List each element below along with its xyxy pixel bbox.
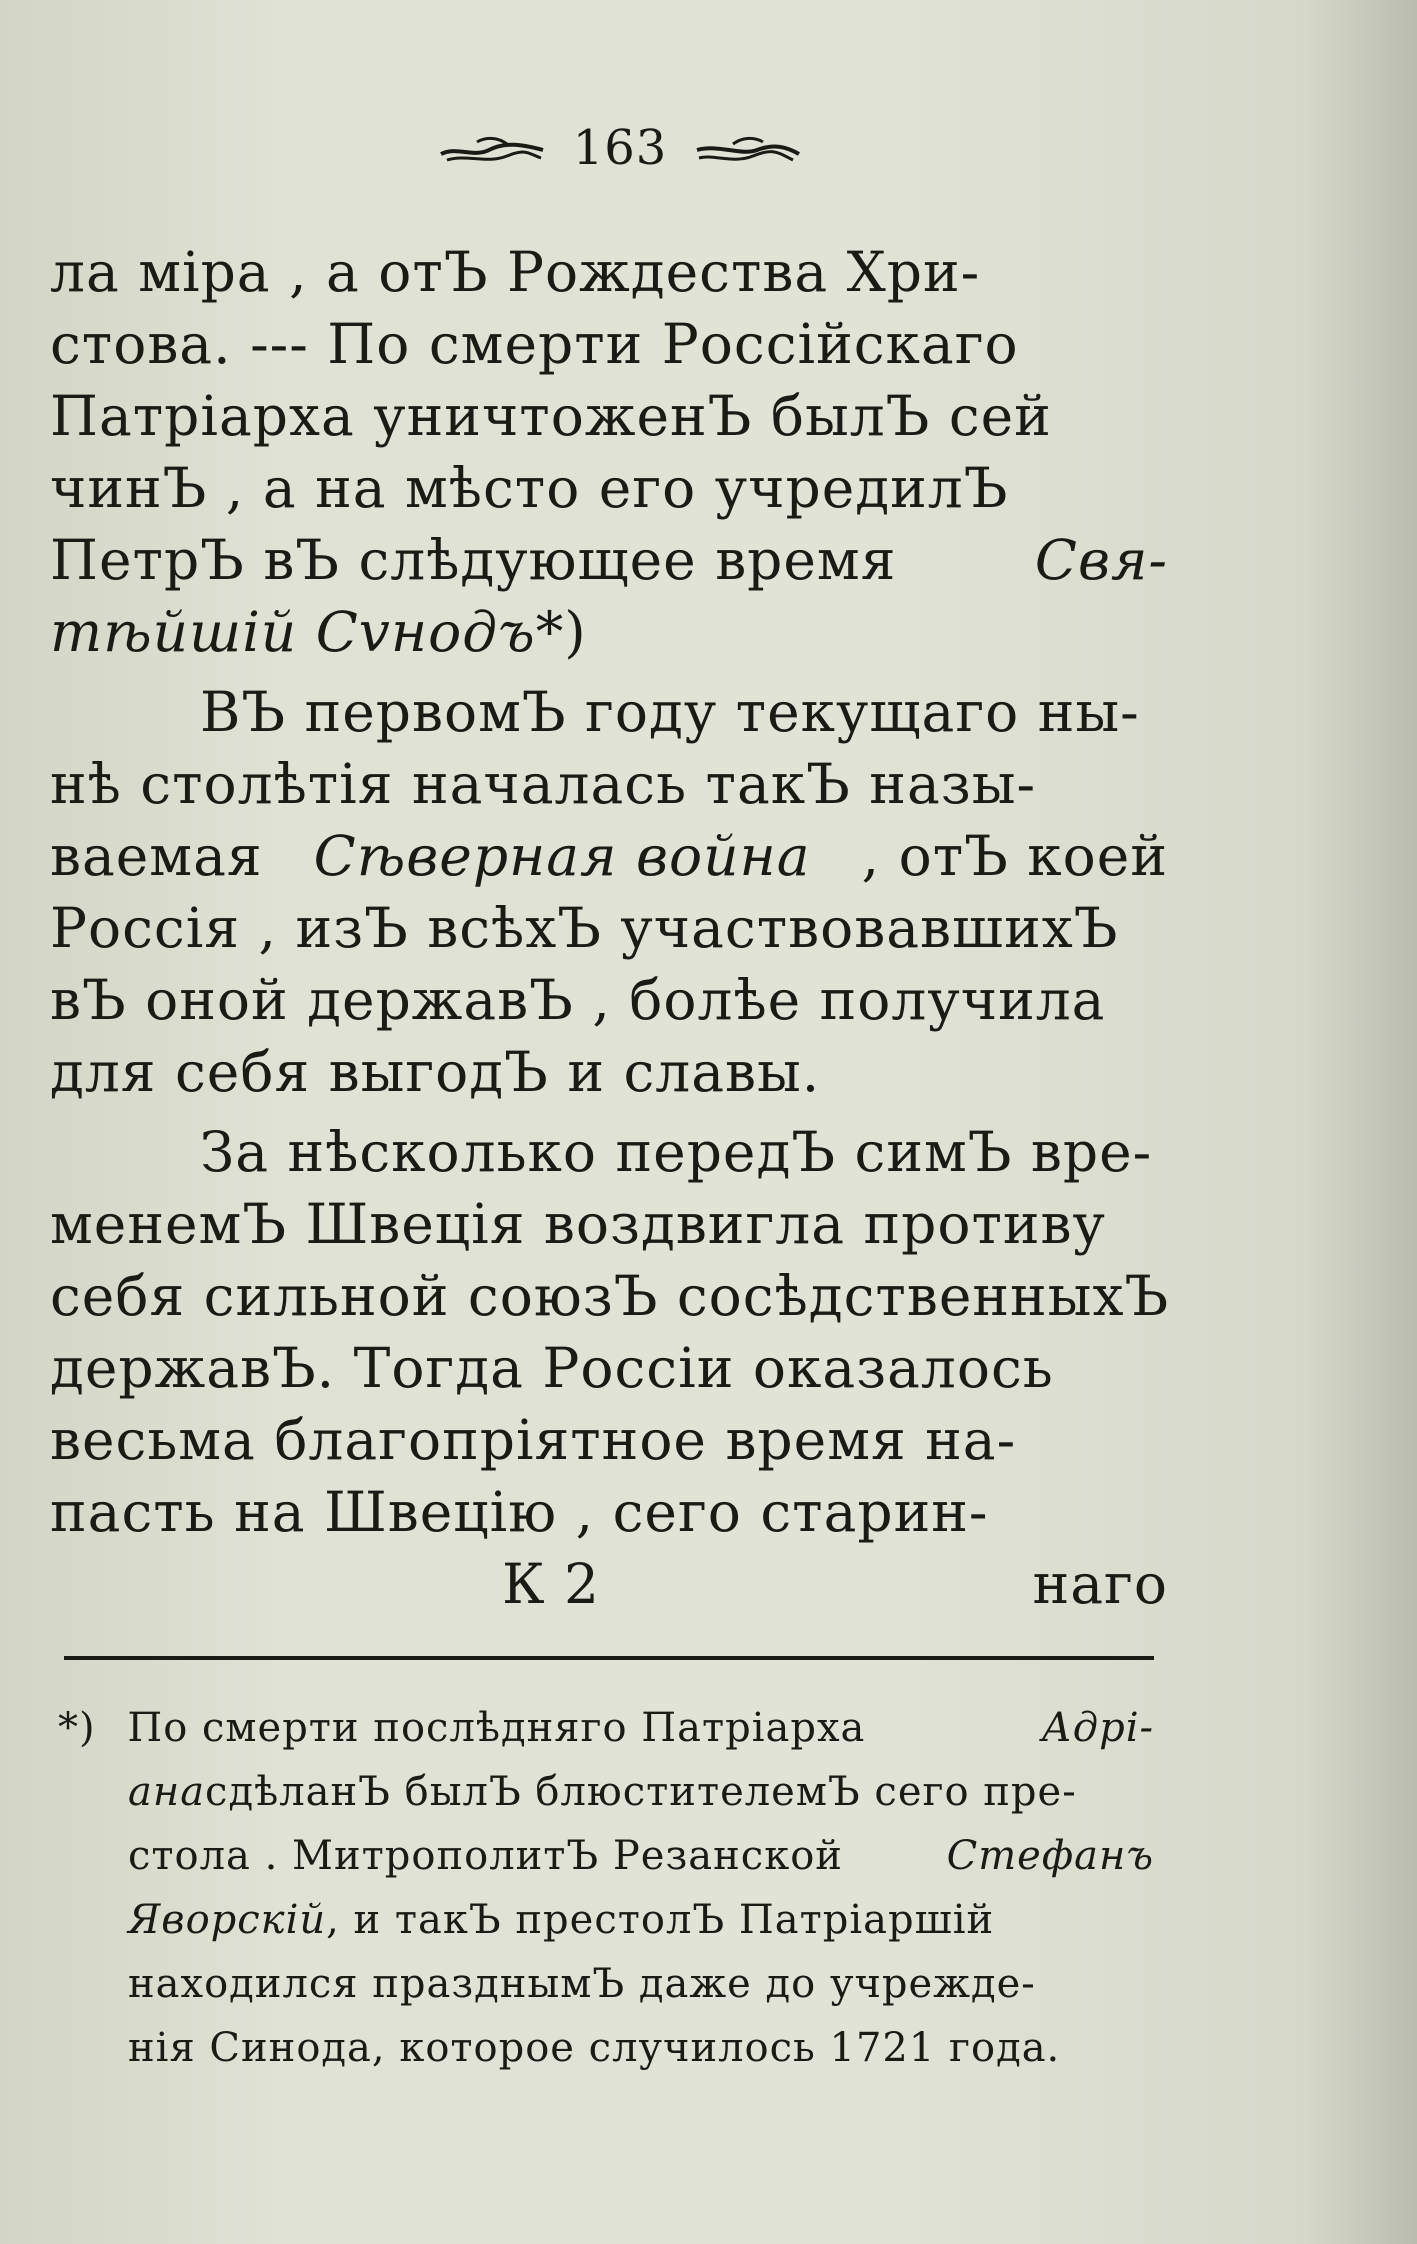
text-line: для себя выгодЪ и славы. — [50, 1040, 821, 1104]
text-span: ПетрЪ вЪ слѣдующее время — [50, 528, 897, 592]
text-line: ла міра , а отЪ Рождества Хри- — [50, 240, 981, 304]
text-line: вЪ оной державЪ , болѣе получила — [50, 968, 1106, 1032]
text-line: За нѣсколько передЪ симЪ вре- — [200, 1120, 1153, 1184]
footnote-line — [58, 1760, 1154, 1824]
right-ornament-icon — [693, 128, 803, 168]
footnote-line — [58, 1696, 1154, 1760]
footnote-marker: *) — [58, 1705, 96, 1751]
page-number: 163 — [572, 120, 668, 176]
text-line — [50, 524, 1168, 596]
italic-span: Стефанъ — [946, 1833, 1154, 1879]
footnote — [58, 1696, 1154, 2080]
text-span: По смерти послѣдняго Патріарха — [127, 1705, 866, 1751]
footnote-line: нія Синода, которое случилось 1721 года. — [128, 2025, 1061, 2071]
text-line: пасть на Швецію , сего старин- — [50, 1480, 989, 1544]
text-span: , и такЪ престолЪ Патріаршій — [326, 1897, 995, 1943]
italic-span: Адрі- — [1041, 1705, 1154, 1751]
text-span: сдѣланЪ былЪ блюстителемЪ сего пре- — [205, 1769, 1077, 1815]
footnote-reference: *) — [535, 600, 587, 664]
footnote-line — [58, 1824, 1154, 1888]
italic-span: Яворскій — [128, 1897, 327, 1943]
text-line — [50, 596, 1168, 668]
text-line: нѣ столѣтія началась такЪ назы- — [50, 752, 1037, 816]
italic-span: ана — [128, 1769, 206, 1815]
catchword: наго — [1032, 1552, 1168, 1616]
text-line: Патріарха уничтоженЪ былЪ сей — [50, 384, 1052, 448]
text-line: державЪ. Тогда Россіи оказалось — [50, 1336, 1054, 1400]
text-span: , отЪ коей — [861, 824, 1168, 888]
signature-line — [50, 1548, 1168, 1620]
text-line: ВЪ первомЪ году текущаго ны- — [200, 680, 1140, 744]
text-span: ваемая — [50, 824, 263, 888]
page-header — [430, 108, 810, 188]
footnote-line: находился празднымЪ даже до учрежде- — [128, 1961, 1036, 2007]
main-text — [50, 236, 1168, 1620]
text-span: стола . МитрополитЪ Резанской — [128, 1833, 843, 1879]
text-line — [50, 820, 1168, 892]
text-line: менемЪ Швеція воздвигла противу — [50, 1192, 1106, 1256]
signature-mark: К 2 — [502, 1552, 601, 1616]
italic-span: Свя- — [1034, 528, 1168, 592]
italic-span: Сѣверная война — [313, 824, 811, 888]
footnote-rule — [64, 1656, 1154, 1660]
text-line: стова. --- По смерти Россійскаго — [50, 312, 1019, 376]
text-line: Россія , изЪ всѣхЪ участвовавшихЪ — [50, 896, 1119, 960]
left-ornament-icon — [437, 128, 547, 168]
text-line: чинЪ , а на мѣсто его учредилЪ — [50, 456, 1009, 520]
text-line: себя сильной союзЪ сосѣдственныхЪ — [50, 1264, 1170, 1328]
italic-span: тѣйшій Сvнодъ — [50, 600, 536, 664]
footnote-line — [58, 1888, 1154, 1952]
text-line: весьма благопріятное время на- — [50, 1408, 1017, 1472]
